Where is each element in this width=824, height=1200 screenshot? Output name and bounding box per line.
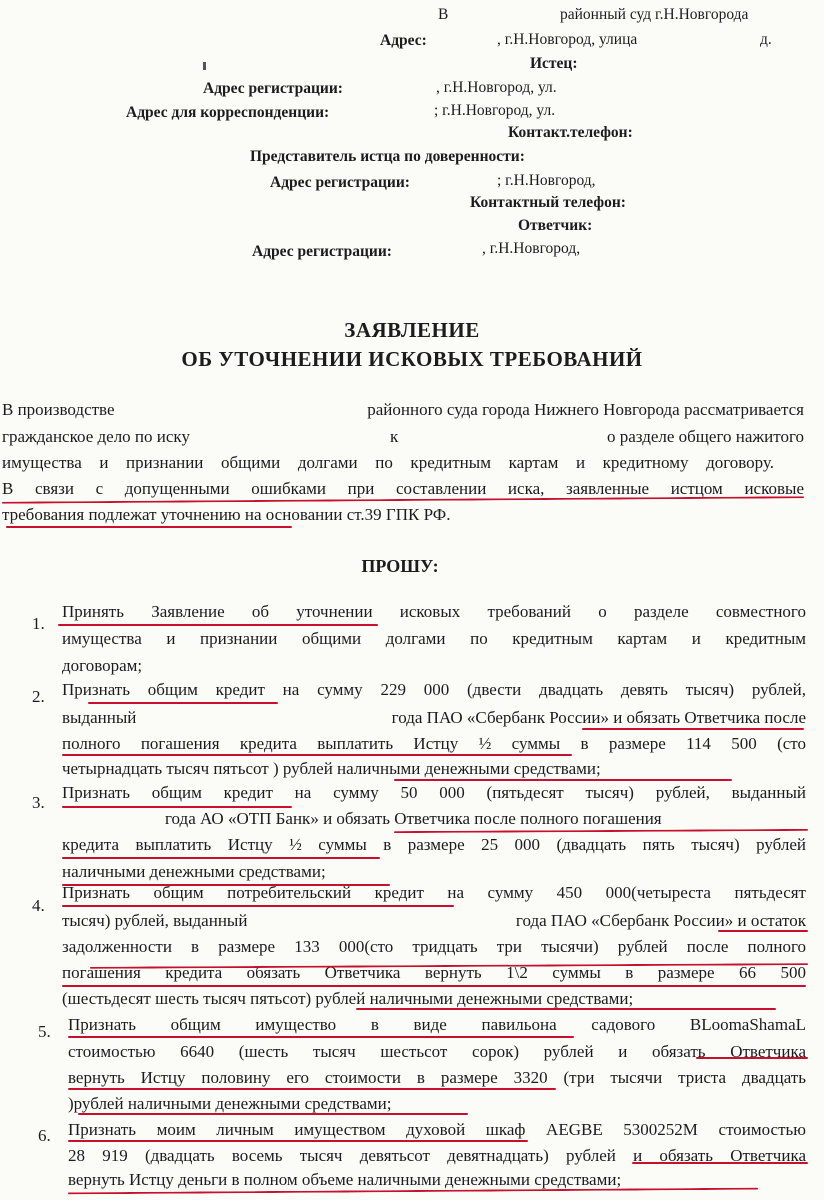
underline-mark	[6, 526, 292, 528]
underline-mark	[696, 1057, 808, 1059]
court-prefix: В	[438, 6, 449, 23]
item-text: Принять Заявление об уточнении исковых требований о разделе совместного	[62, 602, 806, 621]
item-text: наличными денежными средствами;	[62, 862, 326, 881]
rep-phone-label: Контактный телефон:	[470, 194, 626, 211]
intro-text: В производстве	[2, 400, 115, 419]
item-number: 4.	[32, 896, 45, 915]
underline-mark	[78, 1113, 468, 1115]
intro-text: В связи с допущенными ошибками при составлении иска, заявленные истцом исковые	[2, 479, 804, 498]
underline-mark	[62, 884, 390, 886]
item-number: 2.	[32, 687, 45, 706]
item-text: выданный	[62, 708, 137, 727]
underline-mark	[62, 857, 380, 859]
item-text: Признать общим потребительский кредит на сумму 450 000(четыреста пятьдесят	[62, 883, 806, 902]
court-name: районный суд г.Н.Новгорода	[560, 6, 749, 23]
plaintiff-corr-label: Адрес для корреспонденции:	[126, 104, 330, 121]
rep-reg-label: Адрес регистрации:	[270, 174, 410, 191]
item-text: 28 919 (двадцать восемь тысяч девятьсот девятнадцать) рублей и обязать Ответчика	[68, 1146, 806, 1165]
representative-label: Представитель истца по доверенности:	[250, 148, 525, 165]
prosba-heading: ПРОШУ:	[361, 556, 439, 576]
item-text: Признать моим личным имуществом духовой шкаф AEGBE 5300252M стоимостью	[68, 1120, 806, 1139]
item-number: 6.	[38, 1126, 51, 1145]
item-text: стоимостью 6640 (шесть тысяч шестьсот сорок) рублей и обязать Ответчика	[68, 1042, 806, 1061]
plaintiff-reg-label: Адрес регистрации:	[203, 80, 343, 97]
item-text: Признать общим имущество в виде павильона садового BLoomaShamaL	[68, 1015, 806, 1034]
item-text: вернуть Истцу половину его стоимости в размере 3320 (три тысячи триста двадцать	[68, 1068, 806, 1087]
item-text: года ПАО «Сбербанк России» и обязать Ответчика после	[391, 708, 806, 727]
item-text: Признать общим кредит на сумму 229 000 (двести двадцать девять тысяч) рублей,	[62, 680, 806, 699]
item-number: 1.	[32, 614, 45, 633]
item-text: вернуть Истцу деньги в полном объеме наличными денежными средствами;	[68, 1170, 622, 1189]
underline-mark	[68, 1140, 528, 1142]
defendant-reg-label: Адрес регистрации:	[252, 243, 392, 260]
underline-mark	[88, 702, 278, 704]
item-text: тысяч) рублей, выданный	[62, 911, 248, 930]
item-text: четырнадцать тысяч пятьсот ) рублей наличными денежными средствами;	[62, 759, 601, 778]
underline-mark	[68, 1088, 556, 1090]
item-text: года АО «ОТП Банк» и обязать Ответчика после полного погашения	[165, 809, 662, 828]
underline-mark	[718, 930, 808, 932]
item-text: договорам;	[62, 656, 143, 675]
plaintiff-reg-value: , г.Н.Новгород, ул.	[436, 79, 557, 96]
item-text: (шестьдесят шесть тысяч пятьсот) рублей наличными денежными средствами;	[62, 989, 634, 1008]
plaintiff-corr-value: ; г.Н.Новгород, ул.	[434, 102, 556, 119]
plaintiff-phone-label: Контакт.телефон:	[508, 124, 633, 141]
rep-reg-value: ; г.Н.Новгород,	[497, 172, 596, 189]
item-text: )рублей наличными денежными средствами;	[68, 1094, 392, 1113]
plaintiff-label: Истец:	[530, 55, 578, 72]
intro-text: о разделе общего нажитого	[606, 427, 804, 446]
intro-text: гражданское дело по иску	[2, 427, 190, 446]
item-text: погашения кредита обязать Ответчика вернуть 1\2 суммы в размере 66 500	[62, 963, 806, 982]
underline-mark	[62, 806, 292, 808]
intro-text: требования подлежат уточнению на основании ст.39 ГПК РФ.	[2, 505, 451, 524]
underline-mark	[394, 829, 808, 833]
item-text: полного погашения кредита выплатить Истцу ½ суммы в размере 114 500 (сто	[62, 734, 806, 753]
item-text: кредита выплатить Истцу ½ суммы в размере 25 000 (двадцать пять тысяч) рублей	[62, 835, 806, 854]
address-suffix: д.	[760, 31, 772, 48]
item-text: имущества и признании общими долгами по кредитным картам и кредитным	[62, 629, 806, 648]
scan-mark	[203, 62, 206, 70]
document-subtitle: ОБ УТОЧНЕНИИ ИСКОВЫХ ТРЕБОВАНИЙ	[181, 347, 643, 371]
address-label: Адрес:	[380, 32, 427, 49]
defendant-reg-value: , г.Н.Новгород,	[482, 240, 581, 257]
underline-mark	[62, 905, 454, 907]
item-text: Признать общим кредит на сумму 50 000 (пятьдесят тысяч) рублей, выданный	[62, 783, 806, 802]
underline-mark	[58, 624, 378, 626]
underline-mark	[356, 1008, 776, 1010]
underline-mark	[62, 754, 572, 756]
address-value: , г.Н.Новгород, улица	[497, 31, 638, 48]
intro-text: районного суда города Нижнего Новгорода рассматривается	[367, 400, 804, 419]
item-number: 3.	[32, 793, 45, 812]
item-number: 5.	[38, 1022, 51, 1041]
item-text: года ПАО «Сбербанк России» и остаток	[515, 911, 806, 930]
document-title: ЗАЯВЛЕНИЕ	[344, 318, 480, 342]
intro-text: к	[390, 427, 399, 446]
defendant-label: Ответчик:	[518, 217, 593, 234]
underline-mark	[582, 728, 804, 730]
underline-mark	[394, 779, 732, 781]
underline-mark	[62, 985, 806, 987]
intro-text: имущества и признании общими долгами по кредитным картам и кредитному договору.	[2, 453, 774, 472]
underline-mark	[68, 1036, 574, 1038]
item-text: задолженности в размере 133 000(сто тридцать три тысячи) рублей после полного	[62, 937, 806, 956]
underline-mark	[632, 1162, 808, 1164]
